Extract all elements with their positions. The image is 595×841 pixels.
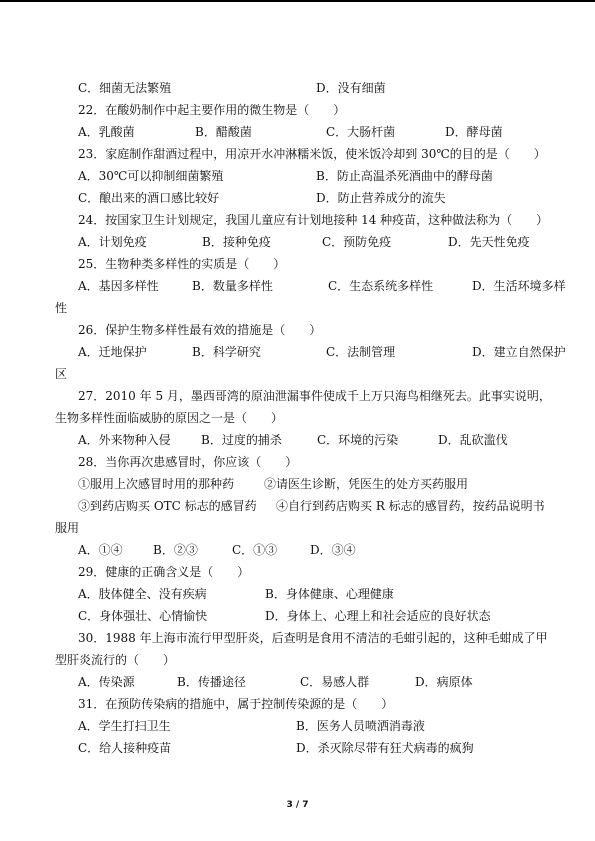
answer-option: B．接种免疫 [202,235,271,249]
answer-option: B．防止高温杀死酒曲中的酵母菌 [316,169,493,183]
top-rule [0,0,595,2]
answer-option: D．生活环境多样 [472,279,566,293]
answer-option: C．酿出来的酒口感比较好 [78,191,220,205]
question-text: 28．当你再次患感冒时，你应该（ ） [78,455,298,469]
text-line: 区 [55,367,68,381]
question-text: 29．健康的正确含义是（ ） [78,565,250,579]
question-text: 26．保护生物多样性最有效的措施是（ ） [78,323,322,337]
answer-option: D．病原体 [415,675,473,689]
question-text: 30．1988 年上海市流行甲型肝炎，后查明是食用不清洁的毛蚶引起的，这种毛蚶成了甲 [78,631,548,645]
answer-option: B．醋酸菌 [195,125,252,139]
answer-option: A．乳酸菌 [78,125,135,139]
answer-option: A．外来物种入侵 [78,433,171,447]
answer-option: B．过度的捕杀 [201,433,282,447]
answer-option: D．杀灭除尽带有狂犬病毒的疯狗 [296,741,474,755]
answer-option: D．建立自然保护 [472,345,566,359]
question-text: 22．在酸奶制作中起主要作用的微生物是（ ） [78,103,346,117]
answer-option: B．②③ [153,543,198,557]
answer-option: A．基因多样性 [78,279,159,293]
answer-option: A．传染源 [78,675,135,689]
question-text: 23．家庭制作甜酒过程中，用凉开水冲淋糯米饭，使米饭冷却到 30℃的目的是（ ） [78,147,546,161]
answer-option: C．身体强壮、心情愉快 [78,609,208,623]
answer-option: C．细菌无法繁殖 [78,81,172,95]
answer-option: D．身体上、心理上和社会适应的良好状态 [265,609,491,623]
answer-option: ④自行到药店购买 R 标志的感冒药，按药品说明书 [276,499,545,513]
answer-option: C．生态系统多样性 [328,279,434,293]
question-text: 24．按国家卫生计划规定，我国儿童应有计划地接种 14 种疫苗，这种做法称为（ ） [78,213,549,227]
answer-option: D．先天性免疫 [448,235,530,249]
answer-option: ①服用上次感冒时用的那种药 [78,477,235,491]
answer-option: ③到药店购买 OTC 标志的感冒药 [78,499,257,513]
answer-option: D．酵母菌 [445,125,503,139]
answer-option: A．计划免疫 [78,235,147,249]
answer-option: B．科学研究 [192,345,261,359]
answer-option: C．大肠杆菌 [326,125,396,139]
answer-option: B．身体健康、心理健康 [265,587,394,601]
answer-option: A．肢体健全、没有疾病 [78,587,207,601]
answer-option: B．医务人员喷洒消毒液 [296,719,425,733]
answer-option: C．①③ [232,543,278,557]
text-line: 性 [55,301,68,315]
answer-option: C．易感人群 [300,675,370,689]
text-line: 服用 [55,521,80,535]
answer-option: ②请医生诊断，凭医生的处方买药服用 [264,477,469,491]
text-line: 型肝炎流行的（ ） [55,653,176,667]
answer-option: A．学生打扫卫生 [78,719,171,733]
answer-option: D．防止营养成分的流失 [316,191,446,205]
answer-option: D．没有细菌 [316,81,386,95]
page-number: 3 / 7 [286,800,309,810]
answer-option: C．预防免疫 [322,235,392,249]
question-text: 27．2010 年 5 月，墨西哥湾的原油泄漏事件使成千上万只海鸟相继死去。此事实说明， [78,389,551,403]
text-line: 生物多样性面临威胁的原因之一是（ ） [55,411,284,425]
answer-option: D．③④ [310,543,356,557]
answer-option: B．数量多样性 [192,279,273,293]
question-text: 25．生物种类多样性的实质是（ ） [78,257,286,271]
answer-option: C．给人接种疫苗 [78,741,172,755]
answer-option: C．环境的污染 [317,433,399,447]
answer-option: A．30℃可以抑制细菌繁殖 [78,169,224,183]
question-text: 31．在预防传染病的措施中，属于控制传染源的是（ ） [78,697,394,711]
answer-option: A．迁地保护 [78,345,147,359]
answer-option: A．①④ [78,543,123,557]
answer-option: C．法制管理 [326,345,396,359]
answer-option: B．传播途径 [177,675,246,689]
answer-option: D．乱砍滥伐 [438,433,508,447]
